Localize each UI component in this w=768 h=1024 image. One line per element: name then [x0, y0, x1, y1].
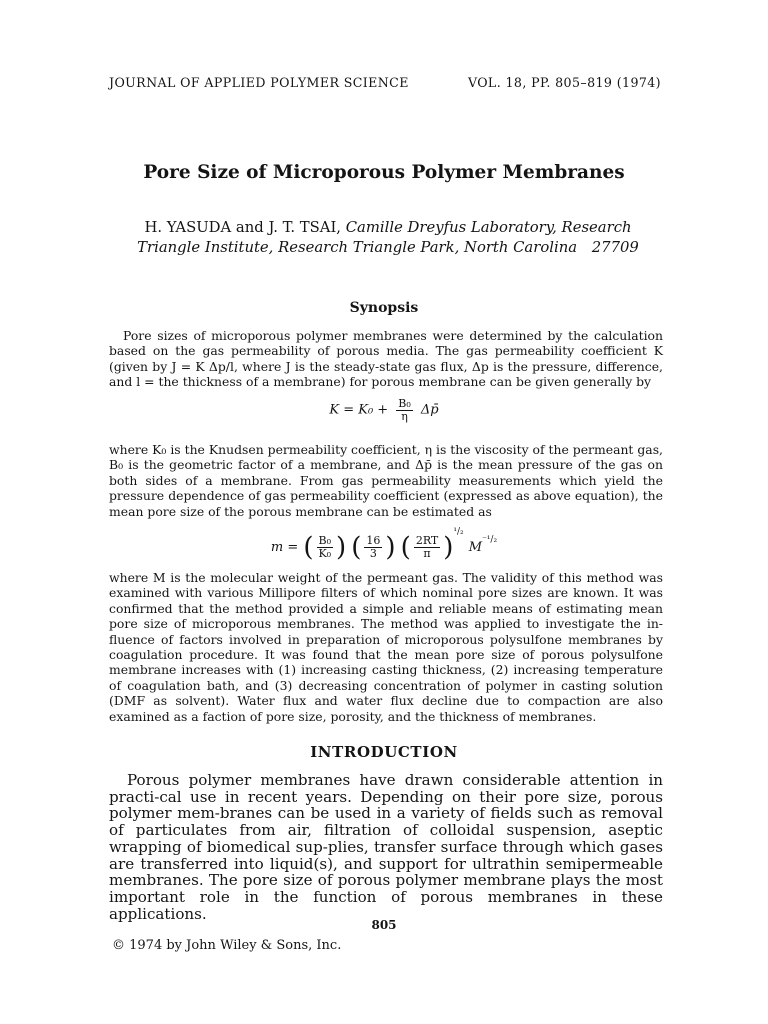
eq2-lhs: m =	[270, 540, 299, 555]
synopsis-paragraph-1: Pore sizes of microporous polymer membranes were determined by the calculation based on the gas permeability of porous media. The gas permeability coefficient K (given by J = K Δp/l, where J is the steady-state gas flux, Δp is the pressure, difference, and l = the thickness of a membrane) for porous membrane can be given generally by	[109, 328, 663, 390]
copyright-notice: © 1974 by John Wiley & Sons, Inc.	[112, 938, 342, 953]
paper-title: Pore Size of Microporous Polymer Membranes	[143, 162, 625, 183]
eq2-fraction-3	[414, 535, 440, 559]
author-block	[108, 218, 668, 258]
eq2-f1-den: K₀	[318, 547, 332, 560]
introduction-heading: INTRODUCTION	[310, 743, 458, 761]
eq2-exponent-2: ⁻¹/₂	[482, 535, 498, 545]
equation-2: m = ( $\frac{\text{B₀}}{\text{K₀}}$ ) ( $\frac{16}{3}$ ) ( $\frac{2RT}{\pi}$ )$^{^1/_2}$ $M^{^{-1}/_2}$	[270, 527, 498, 563]
running-header	[109, 75, 661, 90]
eq1-denominator: η	[401, 409, 408, 423]
volume-info: VOL. 18, PP. 805–819 (1974)	[467, 75, 661, 90]
eq2-exponent-1: ¹/₂	[453, 527, 464, 537]
journal-name: JOURNAL OF APPLIED POLYMER SCIENCE	[109, 75, 409, 90]
zip-code: 27709	[591, 239, 639, 256]
synopsis-heading: Synopsis	[349, 300, 419, 316]
eq1-numerator: B₀	[398, 397, 411, 410]
affiliation-line2: Triangle Institute, Research Triangle Park, North Carolina	[137, 239, 578, 256]
eq2-f1-num: B₀	[318, 534, 332, 548]
eq2-fraction-1	[317, 535, 334, 559]
introduction-paragraph: Porous polymer membranes have drawn considerable attention in practi-cal use in recent years. Depending on their pore size, porous polymer mem-branes can be used in a variety of fields such as removal of particulates from air, filtration of colloidal suspension, aseptic wrapping of biomedical sup-plies, transfer surface through which gases are transferred into liquid(s), and support for ultrathin semipermeable membranes. The pore size of porous polymer membrane plays the most important role in the function of porous membranes in these applications.	[109, 771, 663, 923]
affiliation-line1: Camille Dreyfus Laboratory, Research	[345, 219, 632, 236]
author-names: H. YASUDA and J. T. TSAI,	[144, 219, 341, 236]
eq1-lhs: K = K₀ +	[329, 402, 389, 418]
equation-1	[0, 398, 768, 422]
synopsis-paragraph-3: where M is the molecular weight of the permeant gas. The validity of this method was examined with various Millipore filters of which nominal pore sizes are known. It was confirmed that the method provided a simple and reliable means of estimating mean pore size of microporous membranes. The method was applied to investigate the in-fluence of factors involved in preparation of microporous polysulfone membranes by coagulation procedure. It was found that the mean pore size of porous polysulfone membrane increases with (1) increasing casting thickness, (2) increasing temperature of coagulation bath, and (3) decreasing concentration of polymer in casting solution (DMF as solvent). Water flux and water flux decline due to compaction are also examined as a faction of pore size, porosity, and the thickness of membranes.	[109, 570, 663, 724]
eq2-f3-den: π	[423, 547, 431, 560]
eq1-fraction	[396, 398, 413, 422]
eq2-f2-num: 16	[366, 534, 381, 548]
eq2-fraction-2	[364, 535, 382, 559]
eq2-tail: M	[468, 540, 483, 555]
eq1-rhs: Δp̄	[420, 402, 439, 418]
eq2-f3-num: 2RT	[415, 534, 439, 548]
synopsis-paragraph-2: where K₀ is the Knudsen permeability coefficient, η is the viscosity of the permeant gas, B₀ is the geometric factor of a membrane, and Δp̄ is the mean pressure of the gas on both sides of a membrane. From gas permeability measurements which yield the pressure dependence of gas permeability coefficient (expressed as above equation), the mean pore size of the porous membrane can be estimated as	[109, 442, 663, 519]
eq2-f2-den: 3	[369, 547, 377, 560]
page-number: 805	[371, 918, 397, 932]
